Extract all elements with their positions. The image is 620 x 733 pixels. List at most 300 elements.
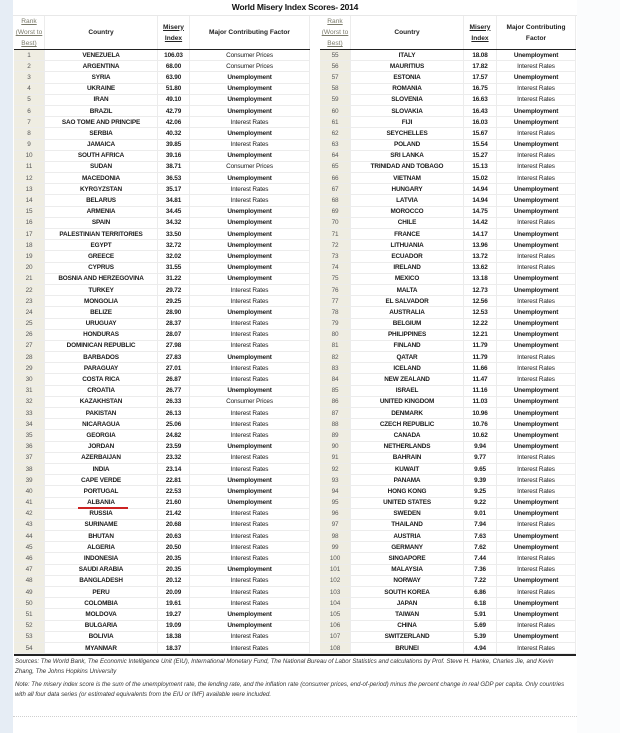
- country-cell: LITHUANIA: [351, 240, 464, 250]
- table-row: [14, 207, 310, 218]
- rank-cell: 29: [14, 363, 45, 373]
- misery-index-cell: 20.35: [158, 553, 190, 563]
- factor-cell: Unemployment: [497, 509, 576, 519]
- factor-cell: Interest Rates: [497, 173, 576, 183]
- table-row: [14, 296, 310, 307]
- misery-index-cell: 9.25: [464, 486, 497, 496]
- rank-cell: 33: [14, 408, 45, 418]
- country-cell: EGYPT: [45, 240, 158, 250]
- misery-index-cell: 5.39: [464, 632, 497, 642]
- rank-cell: 20: [14, 263, 45, 273]
- factor-cell: Unemployment: [190, 274, 310, 284]
- country-cell: BOLIVIA: [45, 632, 158, 642]
- rank-cell: 32: [14, 397, 45, 407]
- misery-index-cell: 13.18: [464, 274, 497, 284]
- rank-cell: 86: [320, 397, 351, 407]
- misery-index-cell: 6.18: [464, 598, 497, 608]
- factor-cell: Interest Rates: [190, 319, 310, 329]
- table-row: [14, 240, 310, 251]
- misery-index-cell: 20.12: [158, 576, 190, 586]
- table-row: [14, 632, 310, 643]
- table-row: [14, 553, 310, 564]
- header-misery-index[interactable]: Misery Index: [158, 16, 190, 49]
- table-row: [14, 341, 310, 352]
- rank-cell: 83: [320, 363, 351, 373]
- misery-index-cell: 31.55: [158, 263, 190, 273]
- misery-index-cell: 15.13: [464, 162, 497, 172]
- table-row: [320, 84, 576, 95]
- country-cell: ROMANIA: [351, 84, 464, 94]
- rank-cell: 8: [14, 128, 45, 138]
- factor-cell: Unemployment: [497, 498, 576, 508]
- header-misery-index[interactable]: Misery Index: [464, 16, 497, 49]
- country-cell: CZECH REPUBLIC: [351, 419, 464, 429]
- factor-cell: Interest Rates: [190, 520, 310, 530]
- factor-cell: Interest Rates: [497, 565, 576, 575]
- misery-index-cell: 42.06: [158, 117, 190, 127]
- header-country: Country: [45, 16, 158, 49]
- factor-cell: Unemployment: [190, 95, 310, 105]
- rank-cell: 106: [320, 621, 351, 631]
- rank-cell: 16: [14, 218, 45, 228]
- misery-index-cell: 23.32: [158, 453, 190, 463]
- table-row: [320, 251, 576, 262]
- misery-index-cell: 4.94: [464, 643, 497, 653]
- factor-cell: Interest Rates: [190, 531, 310, 541]
- table-row: [14, 475, 310, 486]
- factor-cell: Interest Rates: [190, 598, 310, 608]
- factor-cell: Interest Rates: [497, 352, 576, 362]
- rank-cell: 72: [320, 240, 351, 250]
- misery-index-cell: 18.08: [464, 50, 497, 60]
- factor-cell: Interest Rates: [190, 341, 310, 351]
- table-row: [320, 453, 576, 464]
- table-row: [14, 531, 310, 542]
- rank-cell: 35: [14, 430, 45, 440]
- country-cell: AUSTRALIA: [351, 307, 464, 317]
- rank-cell: 69: [320, 207, 351, 217]
- rank-cell: 15: [14, 207, 45, 217]
- table-row: [14, 319, 310, 330]
- rank-cell: 52: [14, 621, 45, 631]
- country-cell: SWITZERLAND: [351, 632, 464, 642]
- country-cell: TURKEY: [45, 285, 158, 295]
- country-cell: POLAND: [351, 140, 464, 150]
- rank-cell: 58: [320, 84, 351, 94]
- country-cell: ARGENTINA: [45, 61, 158, 71]
- rank-cell: 87: [320, 408, 351, 418]
- table-row: [320, 531, 576, 542]
- misery-index-cell: 12.53: [464, 307, 497, 317]
- table-row: [14, 140, 310, 151]
- table-row: [320, 587, 576, 598]
- factor-cell: Interest Rates: [497, 587, 576, 597]
- factor-cell: Interest Rates: [497, 162, 576, 172]
- rank-cell: 62: [320, 128, 351, 138]
- factor-cell: Interest Rates: [497, 296, 576, 306]
- factor-cell: Interest Rates: [190, 430, 310, 440]
- rank-cell: 39: [14, 475, 45, 485]
- rank-cell: 47: [14, 565, 45, 575]
- table-row: [320, 632, 576, 643]
- country-cell: MEXICO: [351, 274, 464, 284]
- table-row: [320, 576, 576, 587]
- country-cell: SOUTH AFRICA: [45, 151, 158, 161]
- misery-index-cell: 9.65: [464, 464, 497, 474]
- country-cell: HONG KONG: [351, 486, 464, 496]
- misery-index-cell: 12.73: [464, 285, 497, 295]
- misery-index-cell: 7.36: [464, 565, 497, 575]
- rank-cell: 51: [14, 609, 45, 619]
- table-row: [14, 184, 310, 195]
- country-cell: MALAYSIA: [351, 565, 464, 575]
- rank-cell: 2: [14, 61, 45, 71]
- misery-index-cell: 24.82: [158, 430, 190, 440]
- country-cell: CHILE: [351, 218, 464, 228]
- misery-index-cell: 21.60: [158, 498, 190, 508]
- misery-index-cell: 7.94: [464, 520, 497, 530]
- factor-cell: Unemployment: [190, 609, 310, 619]
- country-cell: MOROCCO: [351, 207, 464, 217]
- header-rank[interactable]: Rank (Worst to Best): [320, 16, 351, 49]
- country-cell: SEYCHELLES: [351, 128, 464, 138]
- misery-index-cell: 16.03: [464, 117, 497, 127]
- misery-index-cell: 34.32: [158, 218, 190, 228]
- country-cell: ISRAEL: [351, 386, 464, 396]
- rank-cell: 43: [14, 520, 45, 530]
- table-row: [14, 419, 310, 430]
- misery-index-cell: 20.50: [158, 542, 190, 552]
- rank-cell: 92: [320, 464, 351, 474]
- factor-cell: Consumer Prices: [190, 61, 310, 71]
- factor-cell: Unemployment: [497, 117, 576, 127]
- factor-cell: Interest Rates: [190, 184, 310, 194]
- factor-cell: Unemployment: [190, 621, 310, 631]
- factor-cell: Unemployment: [497, 632, 576, 642]
- misery-index-cell: 42.79: [158, 106, 190, 116]
- factor-cell: Unemployment: [190, 307, 310, 317]
- country-cell: IRELAND: [351, 263, 464, 273]
- rank-cell: 105: [320, 609, 351, 619]
- misery-index-cell: 7.22: [464, 576, 497, 586]
- table-row: [14, 106, 310, 117]
- table-row: [320, 61, 576, 72]
- table-row: [14, 386, 310, 397]
- misery-index-cell: 11.66: [464, 363, 497, 373]
- country-cell: CANADA: [351, 430, 464, 440]
- factor-cell: Interest Rates: [190, 542, 310, 552]
- misery-index-cell: 27.83: [158, 352, 190, 362]
- country-cell: UNITED KINGDOM: [351, 397, 464, 407]
- factor-cell: Unemployment: [497, 307, 576, 317]
- misery-index-cell: 14.75: [464, 207, 497, 217]
- misery-index-cell: 20.09: [158, 587, 190, 597]
- factor-cell: Interest Rates: [497, 263, 576, 273]
- table-row: [14, 84, 310, 95]
- factor-cell: Interest Rates: [190, 576, 310, 586]
- factor-cell: Unemployment: [497, 229, 576, 239]
- table-row: [320, 263, 576, 274]
- factor-cell: Interest Rates: [497, 453, 576, 463]
- country-cell: FRANCE: [351, 229, 464, 239]
- rank-cell: 99: [320, 542, 351, 552]
- country-cell: NETHERLANDS: [351, 442, 464, 452]
- misery-index-cell: 32.02: [158, 251, 190, 261]
- factor-cell: Unemployment: [190, 486, 310, 496]
- country-cell: SYRIA: [45, 72, 158, 82]
- misery-index-cell: 9.77: [464, 453, 497, 463]
- country-cell: DENMARK: [351, 408, 464, 418]
- table-row: [320, 229, 576, 240]
- misery-index-cell: 22.81: [158, 475, 190, 485]
- rank-cell: 95: [320, 498, 351, 508]
- rank-cell: 11: [14, 162, 45, 172]
- country-cell: ITALY: [351, 50, 464, 60]
- table-row: [320, 195, 576, 206]
- factor-cell: Unemployment: [190, 72, 310, 82]
- country-cell: NORWAY: [351, 576, 464, 586]
- factor-cell: Unemployment: [190, 565, 310, 575]
- rank-cell: 84: [320, 374, 351, 384]
- country-cell: SURINAME: [45, 520, 158, 530]
- misery-index-cell: 33.50: [158, 229, 190, 239]
- factor-cell: Interest Rates: [497, 251, 576, 261]
- misery-index-cell: 16.75: [464, 84, 497, 94]
- misery-index-cell: 20.63: [158, 531, 190, 541]
- factor-cell: Interest Rates: [497, 128, 576, 138]
- rank-cell: 97: [320, 520, 351, 530]
- misery-index-cell: 16.43: [464, 106, 497, 116]
- right-margin-strip: [577, 0, 620, 733]
- country-cell: CHINA: [351, 621, 464, 631]
- country-cell: UKRAINE: [45, 84, 158, 94]
- table-row: [320, 72, 576, 83]
- rank-cell: 108: [320, 643, 351, 653]
- misery-index-cell: 26.33: [158, 397, 190, 407]
- rank-cell: 74: [320, 263, 351, 273]
- country-cell: SWEDEN: [351, 509, 464, 519]
- table-body-right: [320, 50, 576, 654]
- country-cell: DOMINICAN REPUBLIC: [45, 341, 158, 351]
- factor-cell: Unemployment: [497, 195, 576, 205]
- rank-cell: 27: [14, 341, 45, 351]
- country-cell: COSTA RICA: [45, 374, 158, 384]
- country-cell: SAO TOME AND PRINCIPE: [45, 117, 158, 127]
- table-left-half: [14, 16, 310, 654]
- country-cell: BRUNEI: [351, 643, 464, 653]
- country-cell: SLOVENIA: [351, 95, 464, 105]
- country-cell: TRINIDAD AND TOBAGO: [351, 162, 464, 172]
- table-row: [320, 95, 576, 106]
- factor-cell: Consumer Prices: [190, 162, 310, 172]
- country-cell: BRAZIL: [45, 106, 158, 116]
- rank-cell: 104: [320, 598, 351, 608]
- rank-cell: 7: [14, 117, 45, 127]
- table-row: [320, 609, 576, 620]
- rank-cell: 93: [320, 475, 351, 485]
- misery-index-cell: 20.35: [158, 565, 190, 575]
- factor-cell: Unemployment: [190, 442, 310, 452]
- rank-cell: 73: [320, 251, 351, 261]
- misery-index-cell: 39.16: [158, 151, 190, 161]
- country-cell: NICARAGUA: [45, 419, 158, 429]
- table-row: [320, 341, 576, 352]
- country-cell: KAZAKHSTAN: [45, 397, 158, 407]
- factor-cell: Interest Rates: [190, 453, 310, 463]
- table-row: [320, 151, 576, 162]
- misery-index-cell: 14.17: [464, 229, 497, 239]
- factor-cell: Unemployment: [497, 609, 576, 619]
- misery-index-cell: 15.27: [464, 151, 497, 161]
- table-row: [320, 274, 576, 285]
- factor-cell: Unemployment: [190, 240, 310, 250]
- country-cell: JAPAN: [351, 598, 464, 608]
- table-row: [14, 374, 310, 385]
- footnotes: [15, 657, 573, 703]
- rank-cell: 14: [14, 195, 45, 205]
- sources-note: Sources: The World Bank, The Economic Intelligence Unit (EIU), International Monetary Fund, The National Bureau of Labor Statistics and calculations by Prof. Steve H. Hanke, Charles Jie, and Kevin Zhang, The Johns Hopkins University: [15, 658, 554, 675]
- rank-cell: 46: [14, 553, 45, 563]
- table-row: [320, 509, 576, 520]
- rank-cell: 18: [14, 240, 45, 250]
- table-row: [320, 565, 576, 576]
- rank-cell: 40: [14, 486, 45, 496]
- rank-cell: 13: [14, 184, 45, 194]
- rank-cell: 41: [14, 498, 45, 508]
- table-row: [320, 520, 576, 531]
- misery-index-cell: 25.06: [158, 419, 190, 429]
- misery-index-cell: 14.42: [464, 218, 497, 228]
- factor-cell: Interest Rates: [190, 363, 310, 373]
- rank-cell: 107: [320, 632, 351, 642]
- factor-cell: Unemployment: [497, 430, 576, 440]
- factor-cell: Unemployment: [190, 229, 310, 239]
- factor-cell: Unemployment: [190, 498, 310, 508]
- misery-index-cell: 26.87: [158, 374, 190, 384]
- misery-index-cell: 7.62: [464, 542, 497, 552]
- rank-cell: 59: [320, 95, 351, 105]
- table-row: [14, 61, 310, 72]
- table-row: [14, 430, 310, 441]
- rank-cell: 45: [14, 542, 45, 552]
- country-cell: AUSTRIA: [351, 531, 464, 541]
- factor-cell: Unemployment: [497, 341, 576, 351]
- factor-cell: Unemployment: [190, 128, 310, 138]
- methodology-note: Note: The misery index score is the sum of the unemployment rate, the lending rate, and the inflation rate (consumer prices, end-of-period) minus the percent change in real GDP per capita. Only countries with all four data series (or estimated equivalents from the EIU or IMF) available were included.: [15, 681, 565, 698]
- country-cell: SOUTH KOREA: [351, 587, 464, 597]
- table-row: [320, 542, 576, 553]
- factor-cell: Unemployment: [497, 330, 576, 340]
- factor-cell: Unemployment: [497, 542, 576, 552]
- country-cell: BELARUS: [45, 195, 158, 205]
- misery-index-cell: 14.94: [464, 184, 497, 194]
- rank-cell: 78: [320, 307, 351, 317]
- rank-cell: 37: [14, 453, 45, 463]
- factor-cell: Interest Rates: [190, 117, 310, 127]
- table-row: [14, 498, 310, 509]
- table-body-left: [14, 50, 310, 654]
- table-row: [14, 117, 310, 128]
- table-row: [14, 408, 310, 419]
- table-row: [14, 609, 310, 620]
- misery-index-cell: 106.03: [158, 50, 190, 60]
- misery-index-cell: 12.21: [464, 330, 497, 340]
- factor-cell: Interest Rates: [190, 587, 310, 597]
- rank-cell: 23: [14, 296, 45, 306]
- country-cell: PANAMA: [351, 475, 464, 485]
- table-row: [320, 296, 576, 307]
- table-row: [320, 643, 576, 654]
- rank-cell: 12: [14, 173, 45, 183]
- rank-cell: 6: [14, 106, 45, 116]
- table-row: [14, 195, 310, 206]
- country-cell: KYRGYZSTAN: [45, 184, 158, 194]
- table-row: [14, 397, 310, 408]
- rank-cell: 19: [14, 251, 45, 261]
- misery-index-cell: 15.54: [464, 140, 497, 150]
- rank-cell: 65: [320, 162, 351, 172]
- country-cell: BOSNIA AND HERZEGOVINA: [45, 274, 158, 284]
- misery-index-cell: 38.71: [158, 162, 190, 172]
- table-row: [14, 598, 310, 609]
- country-cell: ESTONIA: [351, 72, 464, 82]
- table-row: [320, 598, 576, 609]
- country-cell: SRI LANKA: [351, 151, 464, 161]
- header-rank[interactable]: Rank (Worst to Best): [14, 16, 45, 49]
- rank-cell: 90: [320, 442, 351, 452]
- country-cell: SERBIA: [45, 128, 158, 138]
- factor-cell: Interest Rates: [497, 520, 576, 530]
- misery-index-cell: 7.63: [464, 531, 497, 541]
- misery-index-cell: 28.37: [158, 319, 190, 329]
- country-cell: HONDURAS: [45, 330, 158, 340]
- rank-cell: 24: [14, 307, 45, 317]
- factor-cell: Interest Rates: [497, 363, 576, 373]
- factor-cell: Interest Rates: [190, 643, 310, 653]
- misery-index-cell: 31.22: [158, 274, 190, 284]
- table-row: [14, 565, 310, 576]
- table-row: [320, 397, 576, 408]
- factor-cell: Interest Rates: [190, 408, 310, 418]
- country-cell: BANGLADESH: [45, 576, 158, 586]
- factor-cell: Unemployment: [497, 285, 576, 295]
- table-row: [14, 251, 310, 262]
- factor-cell: Unemployment: [190, 352, 310, 362]
- country-cell: LATVIA: [351, 195, 464, 205]
- misery-index-cell: 63.90: [158, 72, 190, 82]
- country-cell: ARMENIA: [45, 207, 158, 217]
- factor-cell: Interest Rates: [497, 61, 576, 71]
- rank-cell: 61: [320, 117, 351, 127]
- misery-index-cell: 19.61: [158, 598, 190, 608]
- table-row: [320, 106, 576, 117]
- misery-index-cell: 15.67: [464, 128, 497, 138]
- table-row: [320, 162, 576, 173]
- table-row: [320, 486, 576, 497]
- country-cell: PALESTINIAN TERRITORIES: [45, 229, 158, 239]
- factor-cell: Unemployment: [497, 531, 576, 541]
- factor-cell: Unemployment: [190, 151, 310, 161]
- misery-index-cell: 9.39: [464, 475, 497, 485]
- rank-cell: 56: [320, 61, 351, 71]
- country-cell: IRAN: [45, 95, 158, 105]
- table-row: [320, 386, 576, 397]
- country-cell: EL SALVADOR: [351, 296, 464, 306]
- misery-index-cell: 34.81: [158, 195, 190, 205]
- misery-index-cell: 36.53: [158, 173, 190, 183]
- rank-cell: 80: [320, 330, 351, 340]
- factor-cell: Unemployment: [190, 251, 310, 261]
